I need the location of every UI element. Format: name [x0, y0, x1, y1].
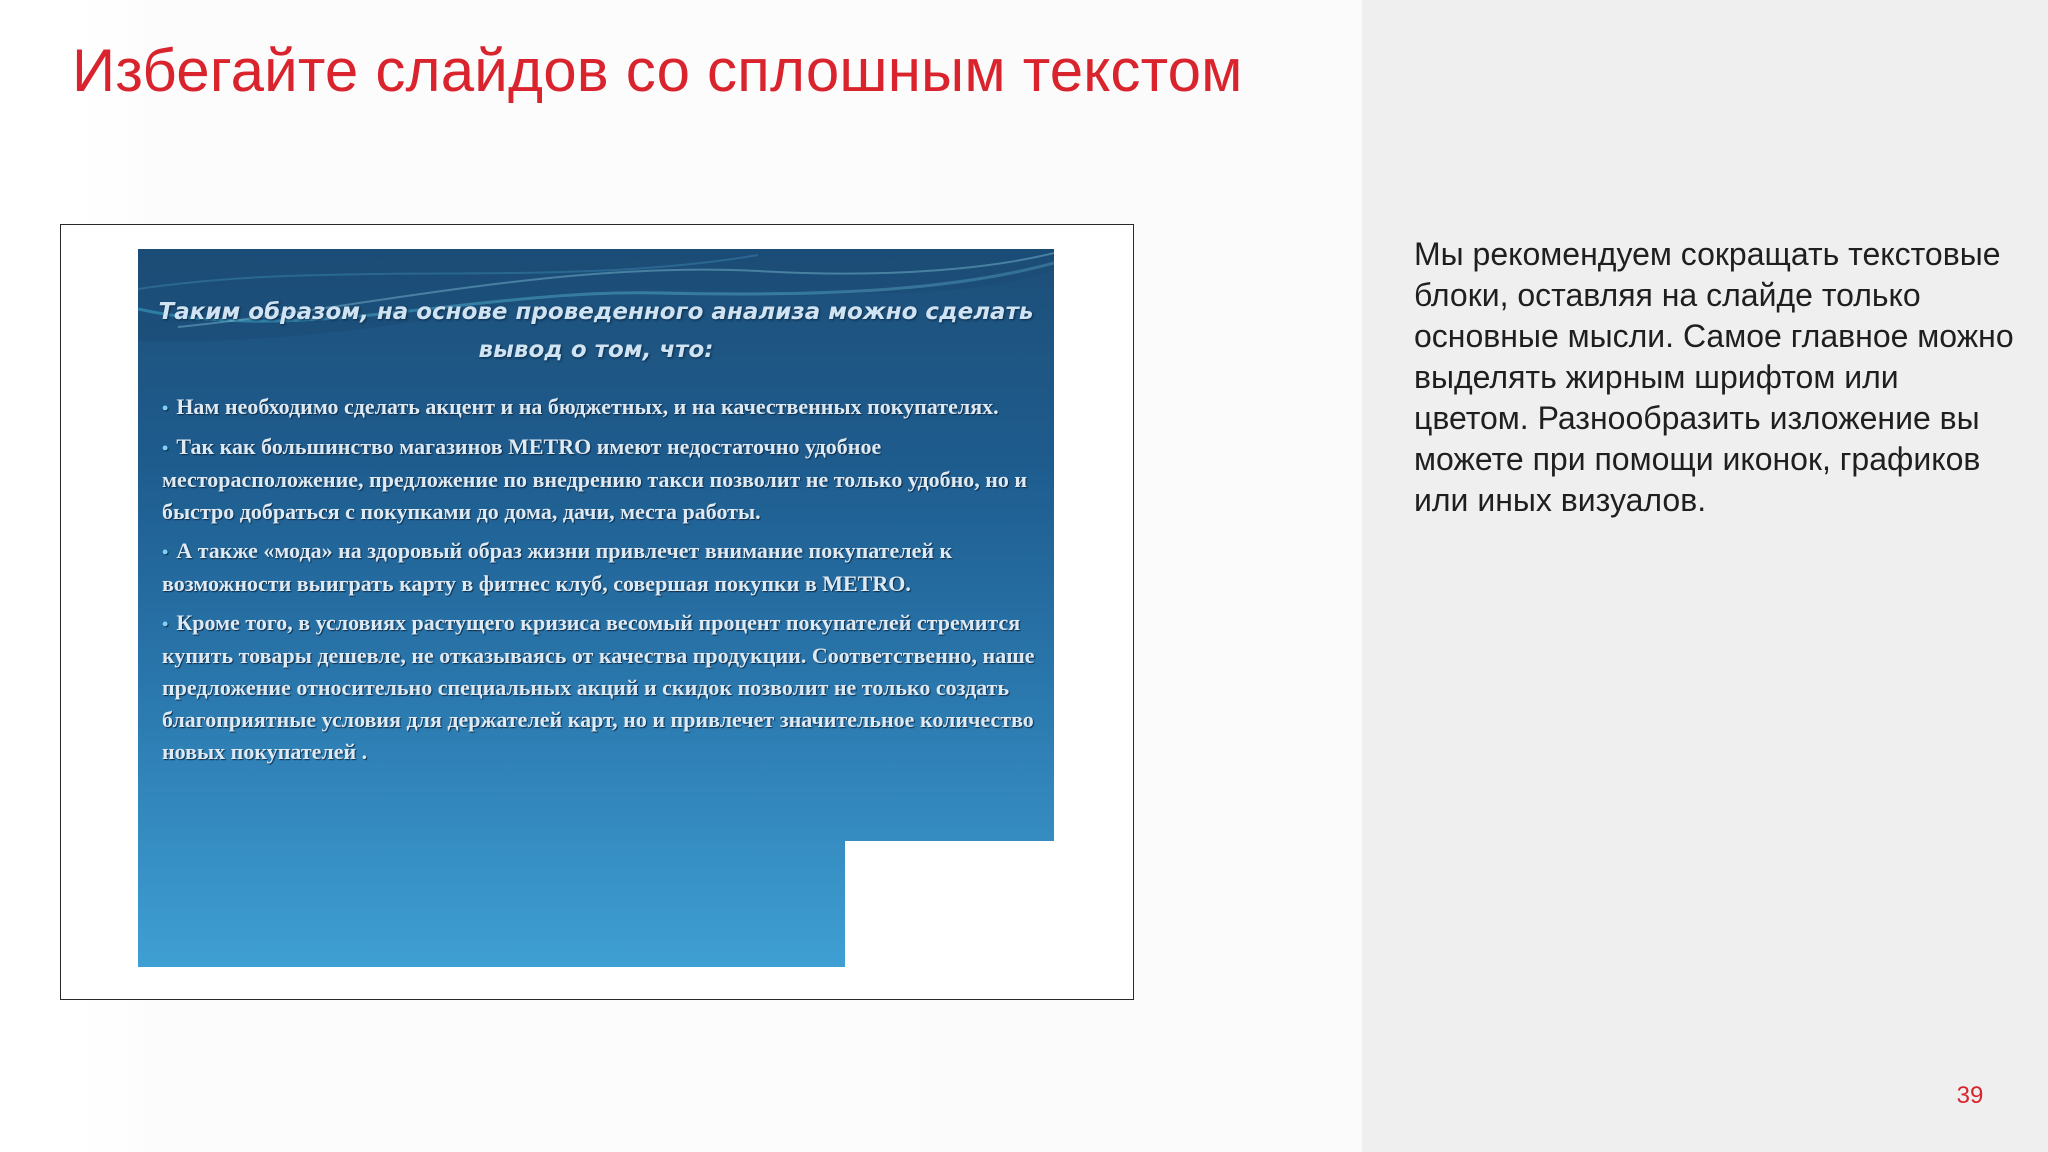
bullet-icon: • [162, 438, 169, 458]
side-panel [1362, 0, 2048, 1152]
slide-title: Избегайте слайдов со сплошным текстом [72, 37, 1243, 104]
bullet-icon: • [162, 398, 169, 418]
example-bullet-text: Кроме того, в условиях растущего кризиса весомый процент покупателей стремится купить товары дешевле, не отказываясь от качества продукции. Соответственно, наше предложение относительно специальных акций и скидок позволит не только создать благоприятные условия для держателей карт, но и привлечет значительное количество новых покупателей . [162, 610, 1035, 764]
bullet-icon: • [162, 542, 169, 562]
example-slide-image [138, 249, 1054, 967]
page-number: 39 [1956, 1082, 1984, 1109]
image-cutout [845, 841, 1054, 967]
example-bullet-item [162, 391, 1050, 424]
example-bullet-text: Нам необходимо сделать акцент и на бюджетных, и на качественных покупателях. [176, 394, 999, 419]
example-bullet-list [162, 391, 1050, 775]
example-bullet-text: А также «мода» на здоровый образ жизни привлечет внимание покупателей к возможности выиграть карту в фитнес клуб, совершая покупки в METRO. [162, 538, 953, 596]
example-slide-frame [60, 224, 1134, 1000]
example-bullet-text: Так как большинство магазинов METRO имеют недостаточно удобное месторасположение, предложение по внедрению такси позволит не только удобно, но и быстро добраться с покупками до дома, дачи, места работы. [162, 434, 1028, 524]
example-bullet-item [162, 431, 1050, 528]
example-bullet-item [162, 535, 1050, 600]
recommendation-text: Мы рекомендуем сокращать текстовые блоки, оставляя на слайде только основные мысли. Самое главное можно выделять жирным шрифтом или цветом. Разнообразить изложение вы можете при помощи иконок, графиков или иных визуалов. [1414, 236, 2014, 518]
example-heading: Таким образом, на основе проведенного анализа можно сделать вывод о том, что: [158, 299, 1034, 363]
example-bullet-item [162, 607, 1050, 768]
bullet-icon: • [162, 614, 169, 634]
